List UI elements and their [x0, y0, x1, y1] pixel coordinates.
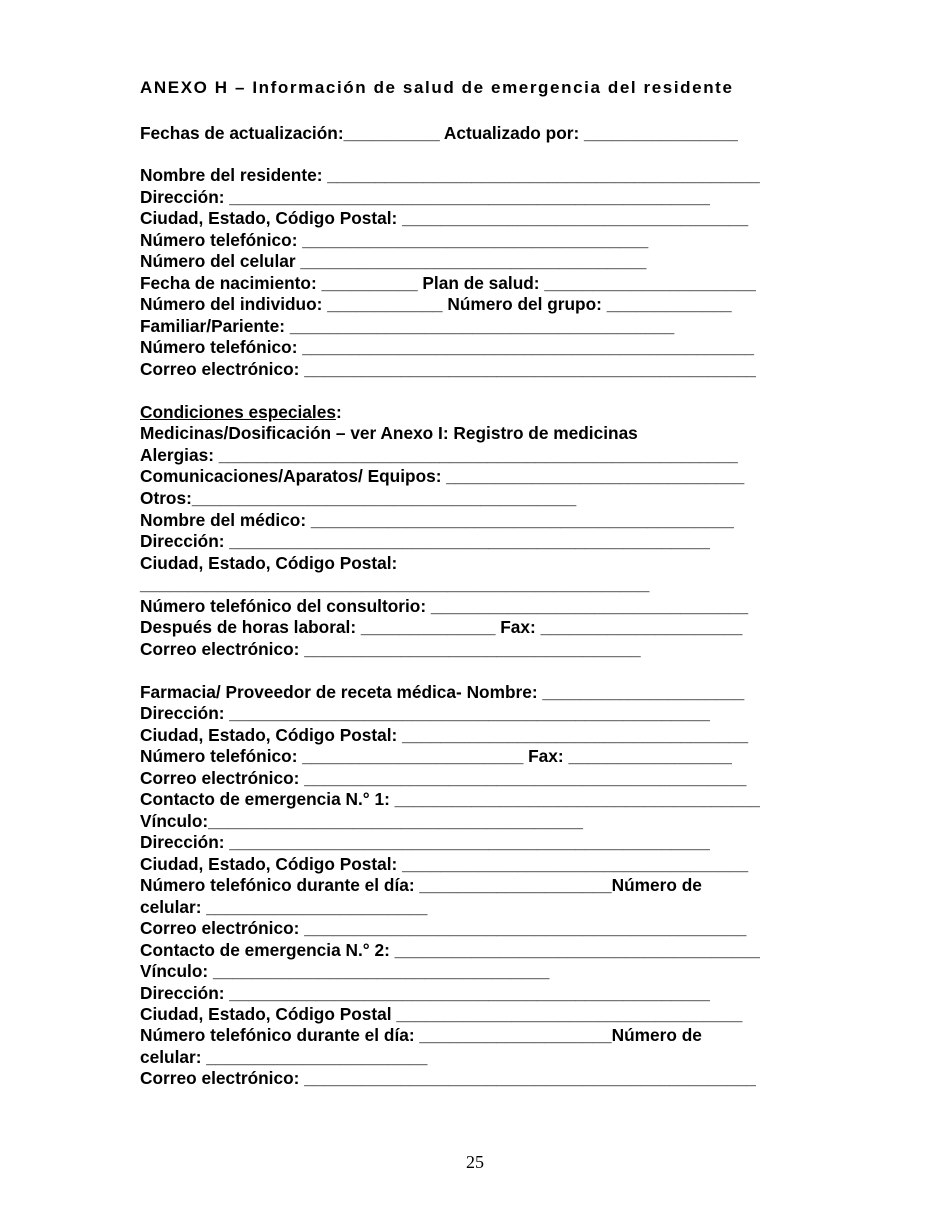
resident-cell-line: Número del celular ____________________________________ [140, 251, 647, 271]
after-hours-fax-line: Después de horas laboral: ______________ Fax: _____________________ [140, 617, 743, 637]
pharmacy-city-line: Ciudad, Estado, Código Postal: ____________________________________ [140, 725, 749, 745]
resident-city-line: Ciudad, Estado, Código Postal: ____________________________________ [140, 208, 749, 228]
relative-phone-line: Número telefónico: _______________________________________________ [140, 337, 754, 357]
emergency-contact-1-line: Contacto de emergencia N.° 1: ______________________________________ [140, 789, 760, 809]
contact-1-day-phone-line: Número telefónico durante el día: ____________________Número de [140, 875, 702, 895]
contact-1-address-line: Dirección: __________________________________________________ [140, 832, 710, 852]
special-conditions-colon: : [335, 402, 342, 422]
medications-line: Medicinas/Dosificación – ver Anexo I: Registro de medicinas [140, 423, 638, 443]
resident-name-line: Nombre del residente: _____________________________________________ [140, 165, 760, 185]
contact-2-relationship-line: Vínculo: ___________________________________ [140, 961, 550, 981]
pharmacy-email-line: Correo electrónico: ______________________________________________ [140, 768, 747, 788]
contact-2-day-phone-line: Número telefónico durante el día: ____________________Número de [140, 1025, 702, 1045]
special-conditions-heading [140, 401, 342, 423]
contact-1-email-line: Correo electrónico: ______________________________________________ [140, 918, 747, 938]
pharmacy-name-line: Farmacia/ Proveedor de receta médica- Nombre: _____________________ [140, 682, 745, 702]
relative-email-line: Correo electrónico: _______________________________________________ [140, 359, 756, 379]
contact-1-relationship-line: Vínculo:_______________________________________ [140, 811, 583, 831]
relative-line: Familiar/Pariente: ________________________________________ [140, 316, 675, 336]
page-number: 25 [466, 1152, 484, 1172]
emergency-contact-2-line: Contacto de emergencia N.° 2: ______________________________________ [140, 940, 760, 960]
birthdate-plan-line: Fecha de nacimiento: __________ Plan de salud: ______________________ [140, 273, 756, 293]
resident-phone-line: Número telefónico: ____________________________________ [140, 230, 649, 250]
others-line: Otros:________________________________________ [140, 488, 577, 508]
doctor-name-line: Nombre del médico: ____________________________________________ [140, 510, 734, 530]
pharmacy-phone-fax-line: Número telefónico: _______________________ Fax: _________________ [140, 746, 732, 766]
office-phone-line: Número telefónico del consultorio: _________________________________ [140, 596, 749, 616]
doctor-city-label: Ciudad, Estado, Código Postal: [140, 553, 398, 573]
special-conditions-label: Condiciones especiales [140, 402, 336, 422]
pharmacy-address-line: Dirección: __________________________________________________ [140, 703, 710, 723]
resident-address-line: Dirección: __________________________________________________ [140, 187, 710, 207]
page-title: ANEXO H – Información de salud de emergencia del residente [140, 78, 734, 97]
contact-2-city-line: Ciudad, Estado, Código Postal ____________________________________ [140, 1004, 743, 1024]
contact-2-cell-line: celular: _______________________ [140, 1047, 428, 1067]
allergies-line: Alergias: ______________________________________________________ [140, 445, 738, 465]
update-dates-line: Fechas de actualización:__________ Actualizado por: ________________ [140, 123, 738, 143]
doctor-address-line: Dirección: __________________________________________________ [140, 531, 710, 551]
contact-2-email-line: Correo electrónico: _______________________________________________ [140, 1068, 756, 1088]
communications-line: Comunicaciones/Aparatos/ Equipos: _______________________________ [140, 466, 745, 486]
doctor-city-blank: _____________________________________________________ [140, 574, 650, 594]
contact-1-city-line: Ciudad, Estado, Código Postal: ____________________________________ [140, 854, 749, 874]
doctor-email-line: Correo electrónico: ___________________________________ [140, 639, 641, 659]
individual-group-line: Número del individuo: ____________ Número del grupo: _____________ [140, 294, 732, 314]
contact-1-cell-line: celular: _______________________ [140, 897, 428, 917]
contact-2-address-line: Dirección: __________________________________________________ [140, 983, 710, 1003]
